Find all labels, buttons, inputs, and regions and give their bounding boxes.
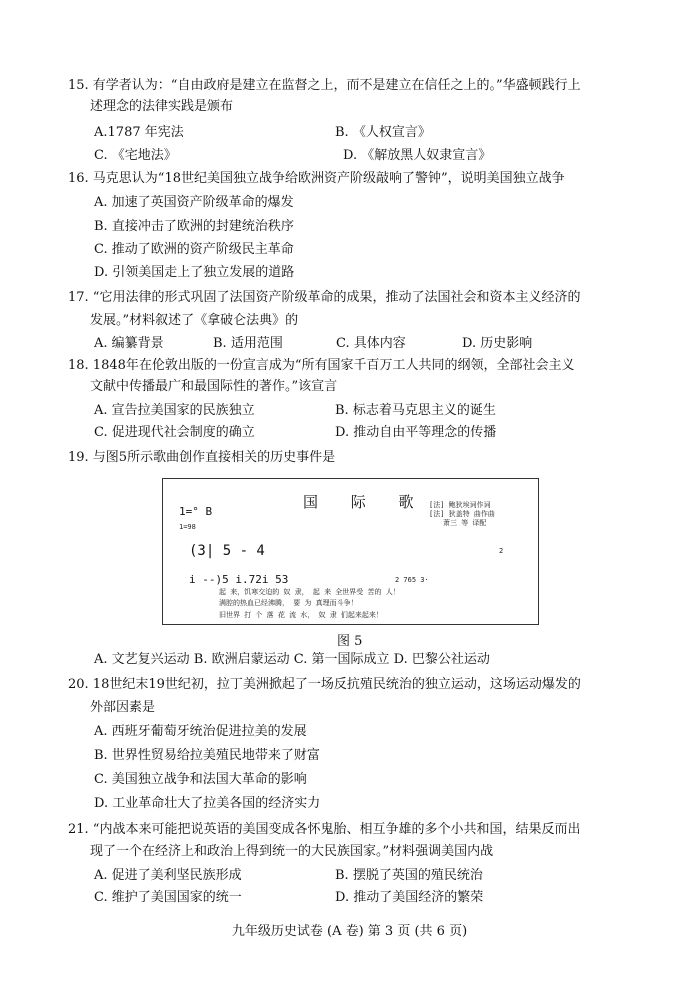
translator-credit: 萧三 等 译配 <box>443 519 487 527</box>
q15-option-b: B. 《人权宣言》 <box>335 125 431 140</box>
q18-option-c: C. 促进现代社会制度的确立 <box>94 425 255 440</box>
q18-stem-line2: 文献中传播最广和最国际性的著作。”该宣言 <box>90 379 338 394</box>
q15-option-a: A.1787 年宪法 <box>94 125 184 140</box>
q18-option-d: D. 推动自由平等理念的传播 <box>335 425 497 440</box>
q20-stem-line2: 外部因素是 <box>90 700 156 715</box>
q19-stem: 19. 与图5所示歌曲创作直接相关的历史事件是 <box>68 450 336 465</box>
song-title: 国 际 歌 <box>303 493 428 511</box>
q21-stem-line1: 21. “内战本来可能把说英语的美国变成各怀鬼胎、相互争雄的多个小共和国，结果反而出 <box>68 822 581 837</box>
notation-numbers: 2 765 3· <box>395 576 429 584</box>
q17-stem-line1: 17. “它用法律的形式巩固了法国资产阶级革命的成果，推动了法国社会和资本主义经济的 <box>68 290 581 305</box>
figure-5-sheet-music <box>162 478 539 625</box>
notation-mark: 2 <box>499 547 504 555</box>
figure-caption: 图 5 <box>337 634 363 649</box>
q17-stem-line2: 发展。”材料叙述了《拿破仑法典》的 <box>90 313 299 328</box>
q19-options: A. 文艺复兴运动 B. 欧洲启蒙运动 C. 第一国际成立 D. 巴黎公社运动 <box>94 652 490 667</box>
q18-option-b: B. 标志着马克思主义的诞生 <box>335 403 496 418</box>
q15-option-c: C. 《宅地法》 <box>94 148 177 163</box>
lyricist-credit: [法] 鲍狄埃词作词 <box>429 501 491 509</box>
q16-option-d: D. 引领美国走上了独立发展的道路 <box>94 265 295 280</box>
q16-option-b: B. 直接冲击了欧洲的封建统治秩序 <box>94 219 294 234</box>
q16-option-a: A. 加速了英国资产阶级革命的爆发 <box>94 195 294 210</box>
q16-option-c: C. 推动了欧洲的资产阶级民主革命 <box>94 242 294 257</box>
q18-stem-line1: 18. 1848年在伦敦出版的一份宣言成为“所有国家千百万工人共同的纲领，全部社会主义 <box>68 358 575 373</box>
q17-option-b: B. 适用范围 <box>213 336 283 351</box>
lyric-line-3: 旧世界 打 个 落 花 流 水， 奴 隶 们起来起来！ <box>219 611 383 619</box>
q20-option-c: C. 美国独立战争和法国大革命的影响 <box>94 772 307 787</box>
q17-option-c: C. 具体内容 <box>336 336 406 351</box>
tempo-marking: 1=98 <box>179 523 196 531</box>
q17-option-a: A. 编纂背景 <box>94 336 164 351</box>
q20-option-b: B. 世界性贸易给拉美殖民地带来了财富 <box>94 748 320 763</box>
q15-stem-line2: 述理念的法律实践是颁布 <box>90 99 234 114</box>
page-footer: 九年级历史试卷 (A 卷) 第 3 页 (共 6 页) <box>231 924 468 939</box>
q20-option-d: D. 工业革命壮大了拉美各国的经济实力 <box>94 796 321 811</box>
notation-line-2: i --)5 i.72i 53 <box>189 573 289 586</box>
q20-stem-line1: 20. 18世纪末19世纪初，拉丁美洲掀起了一场反抗殖民统治的独立运动，这场运动爆发的 <box>68 677 581 692</box>
key-signature: 1=° B <box>179 505 213 518</box>
q15-option-d: D. 《解放黑人奴隶宣言》 <box>343 148 492 163</box>
q15-stem-line1: 15. 有学者认为：“自由政府是建立在监督之上，而不是建立在信任之上的。”华盛顿践行上 <box>68 78 581 93</box>
q18-option-a: A. 宣告拉美国家的民族独立 <box>94 403 255 418</box>
q16-stem-line1: 16. 马克思认为“18世纪美国独立战争给欧洲资产阶级敲响了警钟”，说明美国独立战争 <box>68 171 565 186</box>
q21-option-c: C. 维护了美国国家的统一 <box>94 890 242 905</box>
q21-option-b: B. 摆脱了英国的殖民统治 <box>335 868 483 883</box>
q21-option-a: A. 促进了美利坚民族形成 <box>94 868 242 883</box>
q20-option-a: A. 西班牙葡萄牙统治促进拉美的发展 <box>94 724 307 739</box>
lyric-line-1: 起 来，饥寒交迫的 奴 隶， 起 来 全世界受 苦的 人！ <box>219 588 400 596</box>
composer-credit: [法] 狄盖特 曲作曲 <box>429 510 495 518</box>
notation-line-1: (3| 5 - 4 <box>189 543 265 559</box>
q21-option-d: D. 推动了美国经济的繁荣 <box>335 890 484 905</box>
lyric-line-2: 满腔的热血已经沸腾， 要 为 真理而斗争！ <box>219 599 358 607</box>
q21-stem-line2: 现了一个在经济上和政治上得到统一的大民族国家。”材料强调美国内战 <box>90 844 494 859</box>
q17-option-d: D. 历史影响 <box>462 336 533 351</box>
